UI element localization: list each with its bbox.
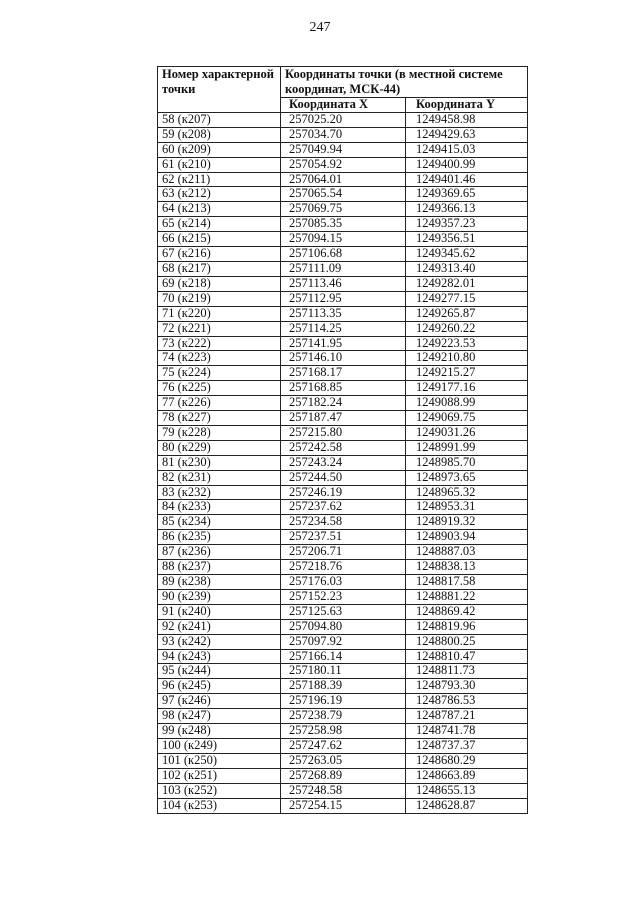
cell-coordinate-y: 1248887.03 — [406, 545, 528, 560]
cell-point-number: 97 (к246) — [158, 694, 281, 709]
table-row — [158, 619, 528, 634]
cell-coordinate-x: 257065.54 — [281, 187, 406, 202]
cell-point-number: 83 (к232) — [158, 485, 281, 500]
cell-coordinate-y: 1248655.13 — [406, 783, 528, 798]
cell-point-number: 63 (к212) — [158, 187, 281, 202]
cell-coordinate-y: 1249429.63 — [406, 127, 528, 142]
cell-coordinate-y: 1249088.99 — [406, 396, 528, 411]
cell-coordinate-x: 257106.68 — [281, 247, 406, 262]
table-row — [158, 187, 528, 202]
header-coordinate-x: Координата X — [281, 98, 406, 113]
cell-coordinate-x: 257196.19 — [281, 694, 406, 709]
cell-coordinate-x: 257244.50 — [281, 470, 406, 485]
cell-coordinate-x: 257188.39 — [281, 679, 406, 694]
table-row — [158, 411, 528, 426]
cell-point-number: 70 (к219) — [158, 291, 281, 306]
cell-point-number: 81 (к230) — [158, 455, 281, 470]
table-row — [158, 679, 528, 694]
cell-coordinate-y: 1248965.32 — [406, 485, 528, 500]
cell-coordinate-y: 1249210.80 — [406, 351, 528, 366]
cell-point-number: 75 (к224) — [158, 366, 281, 381]
cell-coordinate-x: 257034.70 — [281, 127, 406, 142]
cell-coordinate-x: 257094.15 — [281, 232, 406, 247]
cell-coordinate-x: 257242.58 — [281, 440, 406, 455]
cell-point-number: 76 (к225) — [158, 381, 281, 396]
cell-point-number: 103 (к252) — [158, 783, 281, 798]
cell-point-number: 86 (к235) — [158, 530, 281, 545]
cell-point-number: 93 (к242) — [158, 634, 281, 649]
cell-point-number: 67 (к216) — [158, 247, 281, 262]
table-row — [158, 351, 528, 366]
cell-coordinate-y: 1248793.30 — [406, 679, 528, 694]
cell-coordinate-y: 1248810.47 — [406, 649, 528, 664]
cell-coordinate-x: 257141.95 — [281, 336, 406, 351]
table-row — [158, 694, 528, 709]
header-point-number: Номер характерной точки — [158, 67, 281, 113]
cell-coordinate-x: 257168.85 — [281, 381, 406, 396]
cell-point-number: 58 (к207) — [158, 112, 281, 127]
table-row — [158, 768, 528, 783]
cell-coordinate-x: 257114.25 — [281, 321, 406, 336]
cell-coordinate-y: 1248869.42 — [406, 604, 528, 619]
table-row — [158, 157, 528, 172]
cell-coordinate-y: 1249215.27 — [406, 366, 528, 381]
table-row — [158, 142, 528, 157]
cell-point-number: 77 (к226) — [158, 396, 281, 411]
cell-point-number: 89 (к238) — [158, 575, 281, 590]
table-row — [158, 724, 528, 739]
cell-coordinate-y: 1248985.70 — [406, 455, 528, 470]
cell-coordinate-x: 257254.15 — [281, 798, 406, 813]
cell-point-number: 90 (к239) — [158, 589, 281, 604]
cell-coordinate-x: 257166.14 — [281, 649, 406, 664]
cell-point-number: 84 (к233) — [158, 500, 281, 515]
table-row — [158, 172, 528, 187]
cell-coordinate-x: 257180.11 — [281, 664, 406, 679]
table-row — [158, 306, 528, 321]
cell-coordinate-x: 257168.17 — [281, 366, 406, 381]
cell-coordinate-y: 1249277.15 — [406, 291, 528, 306]
cell-coordinate-y: 1248953.31 — [406, 500, 528, 515]
cell-point-number: 61 (к210) — [158, 157, 281, 172]
table-row — [158, 783, 528, 798]
cell-coordinate-y: 1248817.58 — [406, 575, 528, 590]
cell-coordinate-y: 1248786.53 — [406, 694, 528, 709]
cell-coordinate-y: 1249357.23 — [406, 217, 528, 232]
cell-coordinate-x: 257111.09 — [281, 261, 406, 276]
cell-coordinate-x: 257112.95 — [281, 291, 406, 306]
cell-coordinate-y: 1249366.13 — [406, 202, 528, 217]
cell-point-number: 64 (к213) — [158, 202, 281, 217]
cell-point-number: 94 (к243) — [158, 649, 281, 664]
cell-coordinate-x: 257152.23 — [281, 589, 406, 604]
page-number: 247 — [309, 20, 331, 35]
table-row — [158, 276, 528, 291]
header-coordinates-group: Координаты точки (в местной системе координат, МСК-44) — [281, 67, 528, 98]
table-row — [158, 455, 528, 470]
cell-coordinate-y: 1248838.13 — [406, 560, 528, 575]
cell-point-number: 98 (к247) — [158, 709, 281, 724]
table-row — [158, 217, 528, 232]
cell-coordinate-y: 1248881.22 — [406, 589, 528, 604]
cell-coordinate-y: 1249223.53 — [406, 336, 528, 351]
cell-coordinate-x: 257247.62 — [281, 738, 406, 753]
table-row — [158, 440, 528, 455]
table-row — [158, 366, 528, 381]
cell-coordinate-y: 1249369.65 — [406, 187, 528, 202]
cell-coordinate-x: 257146.10 — [281, 351, 406, 366]
cell-coordinate-x: 257176.03 — [281, 575, 406, 590]
cell-point-number: 62 (к211) — [158, 172, 281, 187]
table-row — [158, 485, 528, 500]
cell-coordinate-y: 1248737.37 — [406, 738, 528, 753]
cell-coordinate-x: 257113.46 — [281, 276, 406, 291]
cell-point-number: 91 (к240) — [158, 604, 281, 619]
cell-coordinate-y: 1249031.26 — [406, 425, 528, 440]
cell-point-number: 102 (к251) — [158, 768, 281, 783]
table-row — [158, 381, 528, 396]
cell-point-number: 80 (к229) — [158, 440, 281, 455]
table-row — [158, 753, 528, 768]
cell-coordinate-x: 257206.71 — [281, 545, 406, 560]
table-row — [158, 530, 528, 545]
table-row — [158, 232, 528, 247]
table-row — [158, 247, 528, 262]
cell-coordinate-y: 1248680.29 — [406, 753, 528, 768]
table-row — [158, 321, 528, 336]
cell-point-number: 68 (к217) — [158, 261, 281, 276]
table-row — [158, 649, 528, 664]
cell-point-number: 78 (к227) — [158, 411, 281, 426]
table-row — [158, 575, 528, 590]
cell-point-number: 82 (к231) — [158, 470, 281, 485]
table-row — [158, 202, 528, 217]
cell-coordinate-y: 1248919.32 — [406, 515, 528, 530]
coordinates-table — [157, 66, 528, 814]
cell-coordinate-x: 257182.24 — [281, 396, 406, 411]
cell-point-number: 59 (к208) — [158, 127, 281, 142]
table-row — [158, 291, 528, 306]
table-row — [158, 798, 528, 813]
cell-coordinate-y: 1248903.94 — [406, 530, 528, 545]
table-row — [158, 425, 528, 440]
cell-point-number: 69 (к218) — [158, 276, 281, 291]
cell-coordinate-x: 257025.20 — [281, 112, 406, 127]
cell-coordinate-y: 1248800.25 — [406, 634, 528, 649]
cell-point-number: 92 (к241) — [158, 619, 281, 634]
cell-point-number: 71 (к220) — [158, 306, 281, 321]
cell-coordinate-y: 1248741.78 — [406, 724, 528, 739]
cell-coordinate-y: 1248811.73 — [406, 664, 528, 679]
table-row — [158, 664, 528, 679]
cell-coordinate-x: 257085.35 — [281, 217, 406, 232]
table-row — [158, 127, 528, 142]
cell-coordinate-x: 257094.80 — [281, 619, 406, 634]
cell-coordinate-y: 1249345.62 — [406, 247, 528, 262]
cell-coordinate-x: 257237.62 — [281, 500, 406, 515]
table-row — [158, 560, 528, 575]
cell-coordinate-y: 1248819.96 — [406, 619, 528, 634]
cell-coordinate-x: 257064.01 — [281, 172, 406, 187]
cell-point-number: 72 (к221) — [158, 321, 281, 336]
cell-point-number: 100 (к249) — [158, 738, 281, 753]
cell-point-number: 95 (к244) — [158, 664, 281, 679]
cell-coordinate-x: 257097.92 — [281, 634, 406, 649]
cell-coordinate-x: 257234.58 — [281, 515, 406, 530]
cell-coordinate-x: 257258.98 — [281, 724, 406, 739]
cell-point-number: 88 (к237) — [158, 560, 281, 575]
table-row — [158, 515, 528, 530]
cell-point-number: 79 (к228) — [158, 425, 281, 440]
cell-coordinate-x: 257215.80 — [281, 425, 406, 440]
cell-point-number: 104 (к253) — [158, 798, 281, 813]
cell-coordinate-y: 1249458.98 — [406, 112, 528, 127]
table-row — [158, 500, 528, 515]
cell-point-number: 66 (к215) — [158, 232, 281, 247]
cell-coordinate-x: 257054.92 — [281, 157, 406, 172]
cell-coordinate-y: 1248991.99 — [406, 440, 528, 455]
cell-coordinate-x: 257187.47 — [281, 411, 406, 426]
cell-coordinate-y: 1248787.21 — [406, 709, 528, 724]
table-row — [158, 709, 528, 724]
cell-coordinate-y: 1249415.03 — [406, 142, 528, 157]
cell-coordinate-x: 257125.63 — [281, 604, 406, 619]
cell-coordinate-x: 257237.51 — [281, 530, 406, 545]
cell-coordinate-y: 1249177.16 — [406, 381, 528, 396]
table-row — [158, 336, 528, 351]
header-coordinate-y: Координата Y — [406, 98, 528, 113]
cell-coordinate-x: 257238.79 — [281, 709, 406, 724]
cell-coordinate-y: 1249400.99 — [406, 157, 528, 172]
table-row — [158, 396, 528, 411]
cell-point-number: 85 (к234) — [158, 515, 281, 530]
table-header-row — [158, 67, 528, 98]
table-row — [158, 112, 528, 127]
table-row — [158, 589, 528, 604]
table-row — [158, 470, 528, 485]
cell-coordinate-y: 1249401.46 — [406, 172, 528, 187]
cell-coordinate-y: 1249069.75 — [406, 411, 528, 426]
cell-point-number: 101 (к250) — [158, 753, 281, 768]
table-row — [158, 634, 528, 649]
table-row — [158, 545, 528, 560]
cell-point-number: 60 (к209) — [158, 142, 281, 157]
cell-coordinate-x: 257243.24 — [281, 455, 406, 470]
cell-coordinate-x: 257113.35 — [281, 306, 406, 321]
cell-coordinate-x: 257049.94 — [281, 142, 406, 157]
cell-coordinate-x: 257218.76 — [281, 560, 406, 575]
cell-point-number: 73 (к222) — [158, 336, 281, 351]
cell-coordinate-x: 257248.58 — [281, 783, 406, 798]
cell-coordinate-y: 1248628.87 — [406, 798, 528, 813]
cell-coordinate-y: 1248663.89 — [406, 768, 528, 783]
cell-coordinate-y: 1248973.65 — [406, 470, 528, 485]
cell-coordinate-y: 1249282.01 — [406, 276, 528, 291]
table-row — [158, 261, 528, 276]
cell-coordinate-x: 257268.89 — [281, 768, 406, 783]
cell-coordinate-x: 257069.75 — [281, 202, 406, 217]
cell-coordinate-y: 1249356.51 — [406, 232, 528, 247]
table-row — [158, 604, 528, 619]
cell-coordinate-y: 1249260.22 — [406, 321, 528, 336]
cell-point-number: 65 (к214) — [158, 217, 281, 232]
cell-coordinate-y: 1249313.40 — [406, 261, 528, 276]
cell-point-number: 74 (к223) — [158, 351, 281, 366]
table-row — [158, 738, 528, 753]
cell-point-number: 87 (к236) — [158, 545, 281, 560]
cell-point-number: 99 (к248) — [158, 724, 281, 739]
cell-coordinate-x: 257246.19 — [281, 485, 406, 500]
cell-coordinate-y: 1249265.87 — [406, 306, 528, 321]
table-body — [158, 112, 528, 813]
cell-coordinate-x: 257263.05 — [281, 753, 406, 768]
cell-point-number: 96 (к245) — [158, 679, 281, 694]
